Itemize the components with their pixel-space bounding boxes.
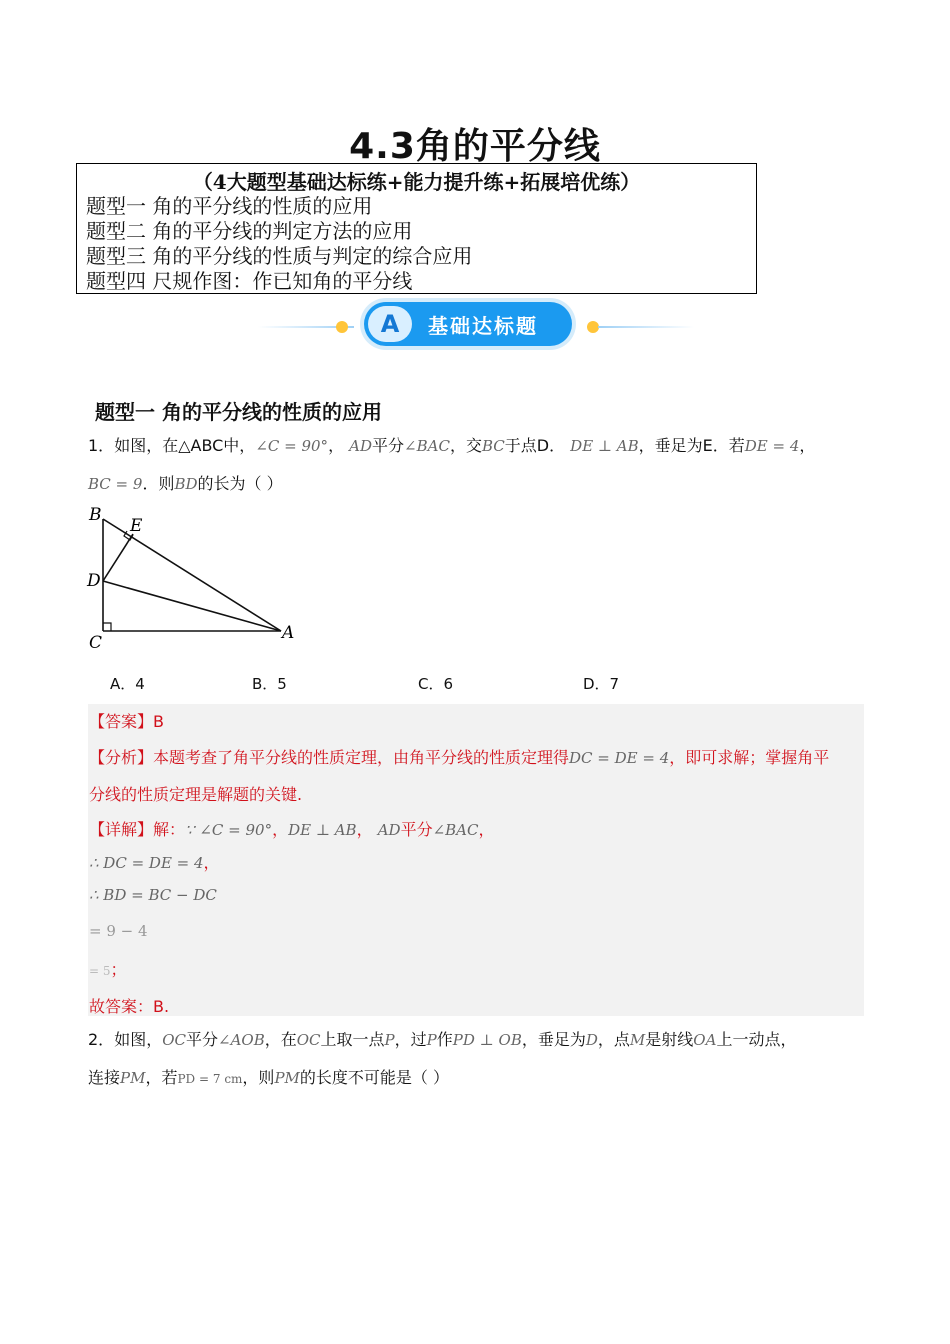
- banner-left-dot: [336, 321, 348, 333]
- right-angle-c: [103, 623, 111, 631]
- banner-letter: A: [368, 306, 412, 342]
- label-b: B: [89, 505, 102, 525]
- outline-item: 题型二 角的平分线的判定方法的应用: [86, 219, 413, 243]
- choice-d: D．7: [583, 675, 620, 693]
- label-d: D: [87, 571, 101, 591]
- label-e: E: [130, 516, 143, 536]
- label-c: C: [89, 633, 103, 653]
- detail-line: 【详解】解：∵ ∠C = 90°，DE ⊥ AB， AD平分∠BAC，: [89, 820, 495, 839]
- step-1: ∴ DC = DE = 4，: [89, 853, 220, 872]
- outline-item: 题型三 角的平分线的性质与判定的综合应用: [86, 244, 473, 268]
- label-a: A: [282, 623, 295, 643]
- outline-item: 题型一 角的平分线的性质的应用: [86, 194, 373, 218]
- choice-c: C．6: [418, 675, 454, 693]
- triangle-figure: [84, 500, 304, 655]
- outline-item: 题型四 尺规作图：作已知角的平分线: [86, 269, 413, 293]
- choice-a: A．4: [110, 675, 145, 693]
- final-answer: 故答案：B.: [89, 997, 170, 1016]
- step-4: = 5；: [89, 960, 127, 979]
- outline-heading: （4大题型基础达标练+能力提升练+拓展培优练）: [192, 170, 641, 194]
- analysis-line-2: 分线的性质定理是解题的关键.: [89, 785, 303, 804]
- step-2: ∴ BD = BC − DC: [89, 886, 217, 904]
- question-1-line-1: 1．如图，在△ABC中，∠C = 90°， AD平分∠BAC，交BC于点D． DE ⊥ AB，垂足为E．若DE = 4，: [88, 436, 816, 455]
- analysis-line-1: 【分析】本题考查了角平分线的性质定理，由角平分线的性质定理得DC = DE = 4，即可求解；掌握角平: [89, 748, 830, 767]
- question-1-line-2: BC = 9．则BD的长为（ ）: [88, 474, 283, 493]
- section-title: 题型一 角的平分线的性质的应用: [95, 400, 382, 424]
- banner-right-line: [598, 326, 694, 328]
- perpendicular-de: [103, 534, 133, 581]
- step-3: = 9 − 4: [89, 922, 148, 940]
- question-2-line-1: 2．如图，OC平分∠AOB，在OC上取一点P，过P作PD ⊥ OB，垂足为D，点M是射线OA上一动点，: [88, 1030, 797, 1049]
- choice-b: B．5: [252, 675, 287, 693]
- answer-line: 【答案】B: [89, 712, 164, 731]
- banner-label: 基础达标题: [428, 314, 538, 338]
- page-title: 4.3角的平分线: [349, 126, 601, 167]
- bisector-ad: [103, 581, 281, 631]
- question-2-line-2: 连接PM，若PD = 7 cm，则PM的长度不可能是（ ）: [88, 1068, 449, 1087]
